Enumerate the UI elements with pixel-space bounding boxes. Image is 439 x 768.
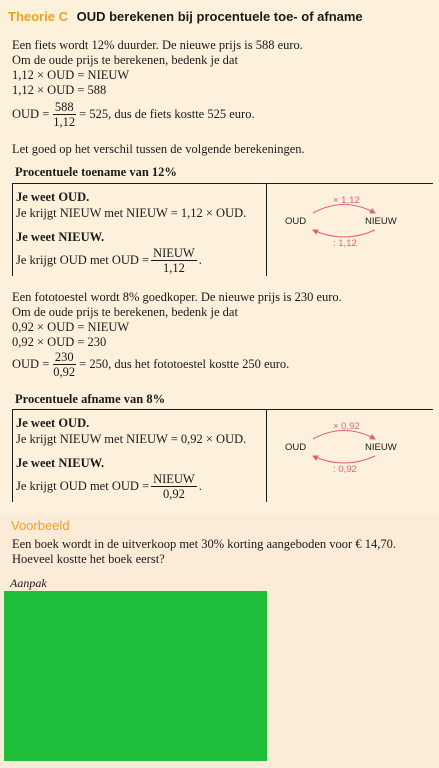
- box2-line-nieuw: Je krijgt NIEUW met NIEUW = 0,92 × OUD.: [16, 432, 247, 446]
- voorbeeld-label: Voorbeeld: [11, 518, 70, 533]
- arrow-bottom: [313, 456, 375, 463]
- intro1-line4: 1,12 × OUD = 588: [12, 83, 107, 97]
- box1-line-oud-post: .: [198, 253, 202, 267]
- diag1-left: OUD: [285, 216, 307, 227]
- intro1-line3: 1,12 × OUD = NIEUW: [12, 68, 130, 82]
- note-line: Let goed op het verschil tussen de volgende berekeningen.: [12, 142, 305, 156]
- section-title: OUD berekenen bij procentuele toe- of afname: [76, 9, 363, 24]
- green-block: [4, 591, 267, 761]
- box1-separator: [266, 184, 267, 276]
- box1-known-nieuw: Je weet NIEUW.: [16, 230, 105, 244]
- box2-frac-den: 0,92: [162, 487, 185, 501]
- intro2-line1: Een fototoestel wordt 8% goedkoper. De nieuwe prijs is 230 euro.: [12, 290, 342, 304]
- intro2-line4: 0,92 × OUD = 230: [12, 335, 107, 349]
- voorbeeld-line1: Een boek wordt in de uitverkoop met 30% korting aangeboden voor € 14,70.: [12, 537, 396, 551]
- arrow-bottom: [313, 230, 375, 237]
- intro2-equation: [12, 350, 289, 379]
- eq-denominator: 1,12: [53, 115, 76, 129]
- box2-title: Procentuele afname van 8%: [15, 392, 166, 406]
- box1: [12, 183, 433, 276]
- diag1-bottom: : 1,12: [333, 238, 357, 249]
- intro1-line1: Een fiets wordt 12% duurder. De nieuwe prijs is 588 euro.: [12, 38, 303, 52]
- box2-known-nieuw: Je weet NIEUW.: [16, 456, 105, 470]
- diag2-right: NIEUW: [365, 442, 397, 453]
- intro2-line2: Om de oude prijs te berekenen, bedenk je dat: [12, 305, 238, 319]
- box2-frac-num: NIEUW: [153, 472, 195, 486]
- intro1-equation: [12, 100, 255, 129]
- eq2-denominator: 0,92: [53, 365, 76, 379]
- intro2-line3: 0,92 × OUD = NIEUW: [12, 320, 130, 334]
- section-label: Theorie C: [8, 9, 68, 24]
- box2-line-oud: [16, 472, 202, 501]
- eq2-numerator: 230: [54, 350, 74, 364]
- eq-numerator: 588: [54, 100, 74, 114]
- intro1-line2: Om de oude prijs te berekenen, bedenk je dat: [12, 53, 238, 67]
- box2-line-oud-pre: Je krijgt OUD met OUD =: [16, 479, 150, 493]
- eq-post: = 525, dus de fiets kostte 525 euro.: [79, 107, 255, 121]
- box2-diagram: [269, 412, 429, 482]
- eq2-pre: OUD =: [12, 357, 50, 371]
- box2-known-oud: Je weet OUD.: [16, 416, 90, 430]
- section-header: [8, 9, 363, 24]
- box1-frac-num: NIEUW: [153, 246, 195, 260]
- box1-known-oud: Je weet OUD.: [16, 190, 90, 204]
- voorbeeld-line2: Hoeveel kostte het boek eerst?: [12, 552, 165, 566]
- box1-diagram: [269, 186, 429, 256]
- diag2-left: OUD: [285, 442, 307, 453]
- box1-title: Procentuele toename van 12%: [15, 165, 177, 179]
- diag1-right: NIEUW: [365, 216, 397, 227]
- box1-fraction: [151, 246, 197, 275]
- box2-line-oud-post: .: [198, 479, 202, 493]
- box1-frac-den: 1,12: [162, 261, 185, 275]
- box1-line-oud: [16, 246, 202, 275]
- aanpak-label: Aanpak: [10, 576, 47, 590]
- eq2-post: = 250, dus het fototoestel kostte 250 euro.: [79, 357, 290, 371]
- eq-pre: OUD =: [12, 107, 50, 121]
- diag2-top: × 0,92: [333, 421, 360, 432]
- box1-line-nieuw: Je krijgt NIEUW met NIEUW = 1,12 × OUD.: [16, 206, 247, 220]
- box2-fraction: [151, 472, 197, 501]
- box1-line-oud-pre: Je krijgt OUD met OUD =: [16, 253, 150, 267]
- eq-fraction: [51, 100, 77, 129]
- diag1-top: × 1,12: [333, 195, 360, 206]
- diag2-bottom: : 0,92: [333, 464, 357, 475]
- eq2-fraction: [51, 350, 77, 379]
- box2: [12, 409, 433, 502]
- box2-separator: [266, 410, 267, 502]
